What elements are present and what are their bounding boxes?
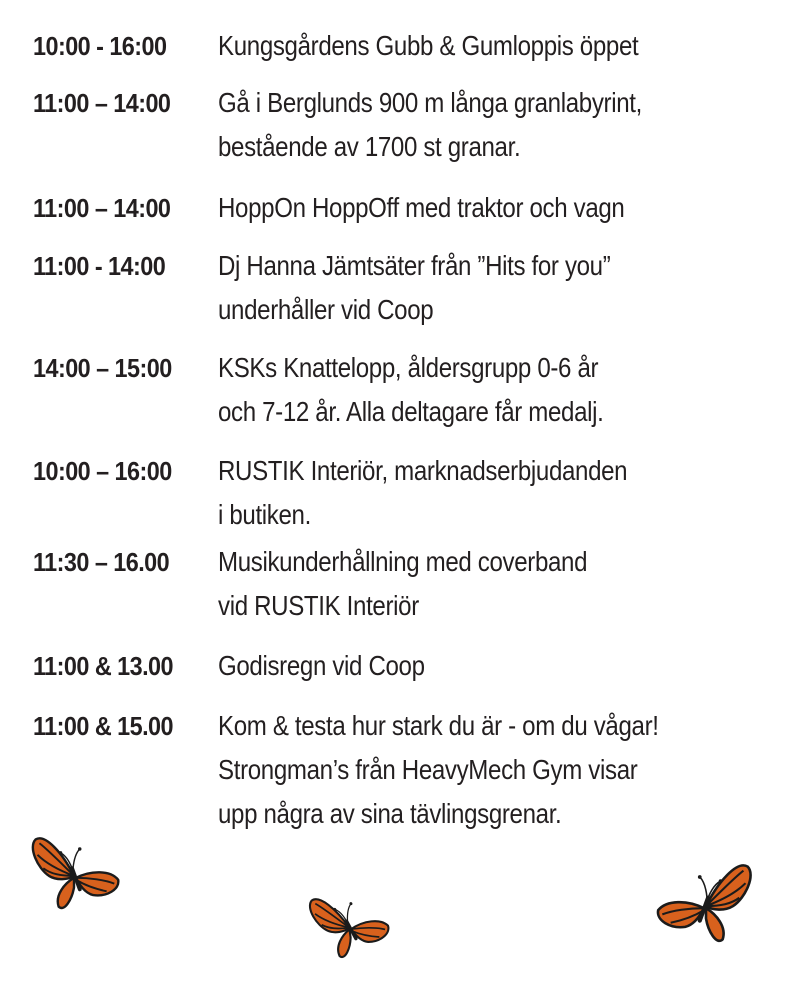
- event-description: [218, 186, 777, 230]
- event-time: 11:00 – 14:00: [33, 193, 171, 223]
- description-line: HoppOn HoppOff med traktor och vagn: [218, 192, 625, 223]
- description-line: vid RUSTIK Interiör: [218, 590, 419, 621]
- description-line: upp några av sina tävlingsgrenar.: [218, 798, 562, 829]
- description-line: Kom & testa hur stark du är - om du vågar!: [218, 710, 659, 741]
- description-line: Strongman’s från HeavyMech Gym visar: [218, 754, 638, 785]
- description-line: Godisregn vid Coop: [218, 650, 425, 681]
- butterfly-icon: [654, 852, 758, 956]
- event-time: 10:00 – 16:00: [33, 456, 172, 486]
- description-line: och 7-12 år. Alla deltagare får medalj.: [218, 396, 604, 427]
- description-line: bestående av 1700 st granar.: [218, 131, 521, 162]
- event-description: [218, 644, 777, 688]
- event-description: [218, 81, 777, 169]
- description-line: Kungsgårdens Gubb & Gumloppis öppet: [218, 30, 639, 61]
- event-description: [218, 346, 777, 434]
- event-description: [218, 449, 777, 537]
- description-line: Musikunderhållning med coverband: [218, 546, 588, 577]
- event-description: [218, 244, 777, 332]
- event-time: 11:00 & 13.00: [33, 651, 174, 681]
- event-time: 11:00 & 15.00: [33, 711, 174, 741]
- description-line: Dj Hanna Jämtsäter från ”Hits for you”: [218, 250, 611, 281]
- butterfly-icon: [26, 826, 122, 922]
- event-time: 14:00 – 15:00: [33, 353, 172, 383]
- event-time: 11:00 – 14:00: [33, 88, 171, 118]
- description-line: Gå i Berglunds 900 m långa granlabyrint,: [218, 87, 642, 118]
- event-description: [218, 24, 777, 68]
- butterfly-icon: [299, 878, 400, 974]
- event-time: 11:30 – 16.00: [33, 547, 170, 577]
- event-description: [218, 540, 777, 628]
- description-line: underhåller vid Coop: [218, 294, 434, 325]
- event-time: 11:00 - 14:00: [33, 251, 166, 281]
- description-line: KSKs Knattelopp, åldersgrupp 0-6 år: [218, 352, 599, 383]
- event-description: [218, 704, 777, 836]
- description-line: RUSTIK Interiör, marknadserbjudanden: [218, 455, 628, 486]
- event-time: 10:00 - 16:00: [33, 31, 167, 61]
- description-line: i butiken.: [218, 499, 311, 530]
